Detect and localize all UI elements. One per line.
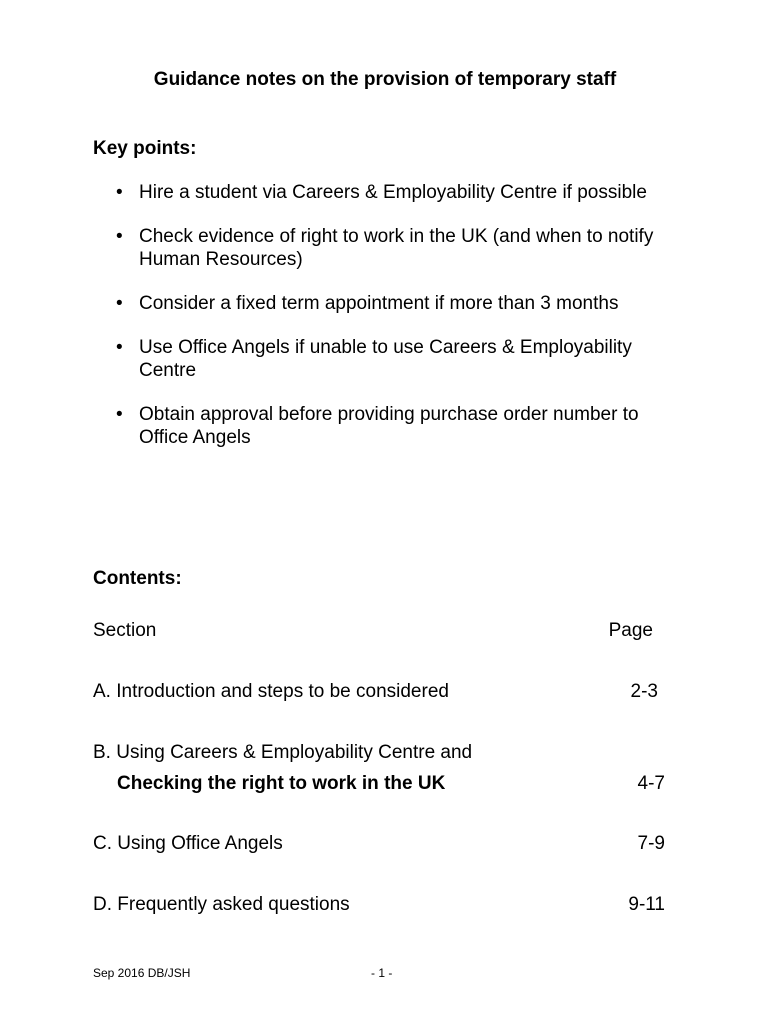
key-point-text: Use Office Angels if unable to use Careers & Employability Centre [139,337,632,381]
contents-row-label: D. Frequently asked questions [93,894,350,915]
key-point-item [0,292,669,315]
footer-date-initials: Sep 2016 DB/JSH [93,966,191,980]
key-point-text: Obtain approval before providing purchase order number to Office Angels [139,404,639,448]
key-points-list [0,181,770,470]
contents-row-page: 4-7 [637,773,665,794]
document-title: Guidance notes on the provision of temporary staff [153,69,617,90]
contents-row-page: 7-9 [637,833,665,854]
page-column-label: Page [608,620,653,641]
key-points-heading: Key points: [93,138,197,159]
key-point-item [0,403,669,449]
key-point-item [0,181,669,204]
bullet-icon: • [116,226,123,247]
contents-row-page: 9-11 [628,894,665,915]
bullet-icon: • [116,182,123,203]
contents-row-label: C. Using Office Angels [93,833,283,854]
bullet-icon: • [116,337,123,358]
footer-page-number: - 1 - [371,966,393,980]
bullet-icon: • [116,404,123,425]
key-point-item [0,336,669,382]
bullet-icon: • [116,293,123,314]
key-point-text: Consider a fixed term appointment if more than 3 months [139,293,619,314]
key-point-text: Check evidence of right to work in the UK (and when to notify Human Resources) [139,226,654,270]
contents-heading: Contents: [93,568,182,589]
key-point-item [0,225,669,271]
contents-row-label: A. Introduction and steps to be considered [93,681,449,702]
key-point-text: Hire a student via Careers & Employability Centre if possible [139,182,647,203]
contents-row-label: Checking the right to work in the UK [117,773,446,794]
section-column-label: Section [93,620,157,641]
contents-row-label: B. Using Careers & Employability Centre and [93,742,473,763]
contents-row-page: 2-3 [630,681,658,702]
